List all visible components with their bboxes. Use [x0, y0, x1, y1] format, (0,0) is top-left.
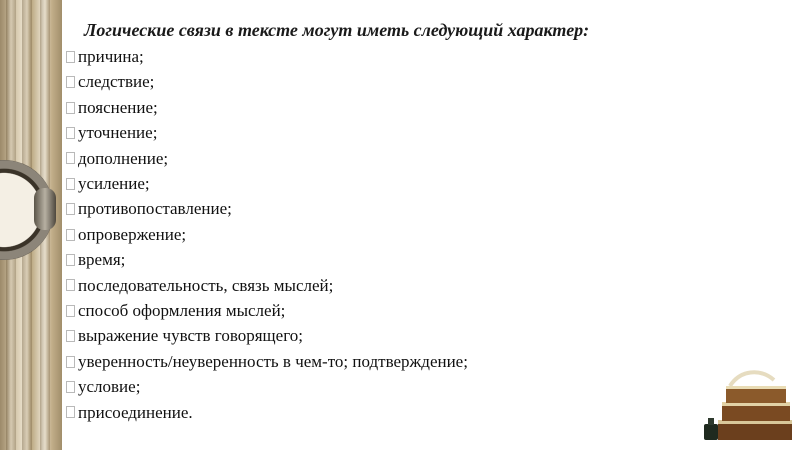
bullet-icon [66, 330, 75, 342]
list-item [66, 222, 756, 247]
list-item-text: условие; [78, 377, 141, 397]
list-item-text: усиление; [78, 174, 150, 194]
list-item-text: последовательность, связь мыслей; [78, 275, 334, 295]
list-item [66, 273, 756, 298]
list-item [66, 146, 756, 171]
list-item [66, 95, 756, 120]
list-item-text: опровержение; [78, 224, 187, 244]
bullet-icon [66, 229, 75, 241]
bullet-icon [66, 102, 75, 114]
list-item-text: причина; [78, 47, 144, 66]
list-item [66, 374, 756, 399]
bullet-icon [66, 381, 75, 393]
list-item-text: время; [78, 250, 126, 270]
bullet-icon [66, 127, 75, 139]
list-item-text: противопоставление; [78, 199, 232, 219]
bullet-icon [66, 406, 75, 418]
list-item [66, 171, 756, 196]
bullet-icon [66, 254, 75, 266]
list-item-text: выражение чувств говорящего; [78, 326, 303, 346]
list-item [66, 298, 756, 323]
bullet-icon [66, 152, 75, 164]
slide-heading: Логические связи в тексте могут иметь следующий характер: [84, 20, 590, 40]
bullet-icon [66, 203, 75, 215]
list-item [66, 44, 756, 69]
bullet-icon [66, 178, 75, 190]
bullet-icon [66, 305, 75, 317]
list-item [66, 120, 756, 145]
list-item [66, 196, 756, 221]
inkwell-icon [704, 424, 718, 440]
bullet-icon [66, 51, 75, 63]
bullet-icon [66, 279, 75, 291]
bullet-icon [66, 356, 75, 368]
list-item [66, 247, 756, 272]
slide-content [66, 18, 756, 425]
list-item-text: уверенность/неуверенность в чем-то; подтверждение; [78, 351, 468, 371]
list-item-text: уточнение; [78, 123, 158, 143]
bullet-icon [66, 76, 75, 88]
list-item-text: способ оформления мыслей; [78, 301, 286, 321]
list-item-text: присоединение. [78, 402, 193, 422]
list-item [66, 69, 756, 94]
list-item-text: пояснение; [78, 97, 158, 117]
list-item [66, 323, 756, 348]
list-item-text: следствие; [78, 72, 155, 92]
old-books-inkwell-image [700, 366, 796, 444]
list-item-text: дополнение; [78, 148, 169, 168]
curtain-pocket-watch-image [0, 0, 62, 450]
list-item [66, 349, 756, 374]
list-item [66, 400, 756, 425]
characteristics-list [66, 44, 756, 425]
